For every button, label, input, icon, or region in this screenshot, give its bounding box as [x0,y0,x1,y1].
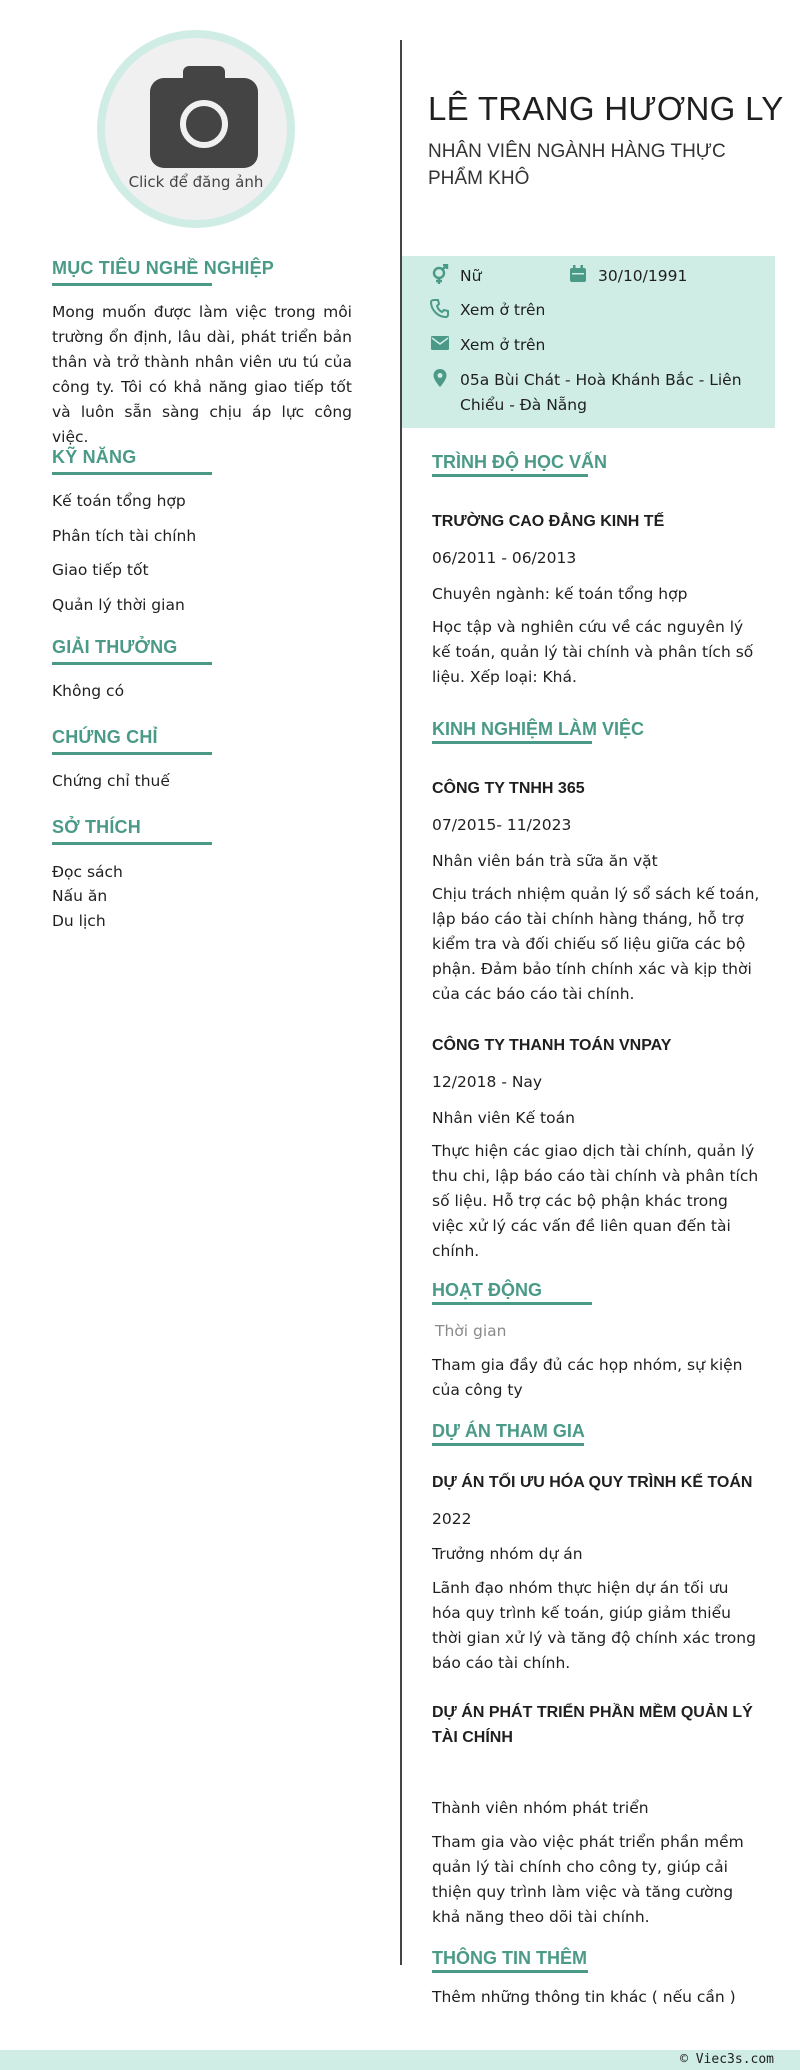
project-year: 2022 [432,1510,472,1528]
additional-heading: THÔNG TIN THÊM [432,1948,587,1968]
experience-underline [432,741,592,744]
education-period: 06/2011 - 06/2013 [432,549,577,567]
skill-item: Kế toán tổng hợp [52,492,186,510]
job-title: NHÂN VIÊN NGÀNH HÀNG THỰC PHẨM KHÔ [428,141,726,189]
projects-heading: DỰ ÁN THAM GIA [432,1421,585,1441]
job-position: Nhân viên Kế toán [432,1109,575,1127]
objective-section [52,258,352,286]
additional-underline [432,1970,588,1973]
education-school: TRƯỜNG CAO ĐẲNG KINH TẾ [432,513,665,530]
footer-credit: © Viec3s.com [680,2052,774,2067]
objective-text: Mong muốn được làm việc trong môi trường ổn định, lâu dài, phát triển bản thân và trở thành nhân viên ưu tú của công ty. Tôi có khả năng giao tiếp tốt và luôn sẵn sàng chịu áp lực công việc. [52,303,352,446]
hobbies-section [52,817,352,845]
project-role: Trưởng nhóm dự án [432,1545,583,1563]
hobbies-heading: SỞ THÍCH [52,817,141,837]
skill-item: Phân tích tài chính [52,527,197,545]
awards-text: Không có [52,682,125,700]
education-heading: TRÌNH ĐỘ HỌC VẤN [432,452,607,472]
gender-value: Nữ [460,267,482,285]
job-period: 07/2015- 11/2023 [432,816,572,834]
activities-underline [432,1302,592,1305]
certificates-section [52,727,352,755]
certificates-underline [52,752,212,755]
awards-section [52,637,352,665]
skill-item: Giao tiếp tốt [52,561,149,579]
candidate-name: LÊ TRANG HƯƠNG LY [428,90,784,127]
camera-lens-icon [180,100,228,148]
skills-section [52,447,352,475]
email-value: Xem ở trên [460,336,546,354]
job-description: Thực hiện các giao dịch tài chính, quản lý thu chi, lập báo cáo tài chính và phân tích số liệu. Hỗ trợ các bộ phận khác trong việc xử lý các vấn đề liên quan đến tài chính. [432,1142,759,1260]
envelope-icon [430,333,450,353]
job-company: CÔNG TY THANH TOÁN VNPAY [432,1037,672,1054]
activities-description: Tham gia đầy đủ các họp nhóm, sự kiện của công ty [432,1356,743,1399]
phone-value: Xem ở trên [460,301,546,319]
hobby-item: Du lịch [52,912,106,930]
birthdate-value: 30/10/1991 [598,267,688,285]
education-description: Học tập và nghiên cứu về các nguyên lý kế toán, quản lý tài chính và phân tích số liệu. Xếp loại: Khá. [432,618,754,686]
job-description: Chịu trách nhiệm quản lý sổ sách kế toán, lập báo cáo tài chính hàng tháng, hỗ trợ kiểm tra và đối chiếu số liệu giữa các bộ phận. Đảm bảo tính chính xác và kịp thời của các báo cáo tài chính. [432,885,760,1003]
activities-heading: HOẠT ĐỘNG [432,1280,542,1300]
avatar-upload-label: Click để đăng ảnh [128,173,264,191]
additional-text: Thêm những thông tin khác ( nếu cần ) [432,1988,736,2006]
project-description: Lãnh đạo nhóm thực hiện dự án tối ưu hóa quy trình kế toán, giúp giảm thiểu thời gian xử lý và tăng độ chính xác trong báo cáo tài chính. [432,1579,756,1672]
education-major: Chuyên ngành: kế toán tổng hợp [432,585,688,603]
experience-heading: KINH NGHIỆM LÀM VIỆC [432,719,645,739]
skills-underline [52,472,212,475]
address-value: 05a Bùi Chát - Hoà Khánh Bắc - Liên Chiểu - Đà Nẵng [460,371,742,414]
skills-heading: KỸ NĂNG [52,447,137,467]
calendar-icon [568,264,588,284]
projects-underline [432,1443,584,1446]
job-position: Nhân viên bán trà sữa ăn vặt [432,852,658,870]
education-underline [432,474,588,477]
project-name: DỰ ÁN TỐI ƯU HÓA QUY TRÌNH KẾ TOÁN [432,1474,753,1491]
location-pin-icon [430,368,450,388]
objective-underline [52,283,212,286]
awards-heading: GIẢI THƯỞNG [52,637,178,657]
awards-underline [52,662,212,665]
phone-icon [430,298,450,318]
objective-heading: MỤC TIÊU NGHỀ NGHIỆP [52,258,275,278]
job-company: CÔNG TY TNHH 365 [432,780,585,797]
activities-time-placeholder[interactable]: Thời gian [435,1322,507,1340]
contact-box [402,256,775,428]
project-description: Tham gia vào việc phát triển phần mềm quản lý tài chính cho công ty, giúp cải thiện quy trình làm việc và tăng cường khả năng theo dõi tài chính. [432,1833,744,1926]
certificates-text: Chứng chỉ thuế [52,772,170,790]
hobby-item: Đọc sách [52,863,123,881]
avatar-upload[interactable] [97,30,295,228]
hobbies-underline [52,842,212,845]
skill-item: Quản lý thời gian [52,596,185,614]
job-period: 12/2018 - Nay [432,1073,543,1091]
project-name: DỰ ÁN PHÁT TRIỂN PHẦN MỀM QUẢN LÝ TÀI CHÍNH [432,1704,753,1746]
project-role: Thành viên nhóm phát triển [432,1799,649,1817]
certificates-heading: CHỨNG CHỈ [52,727,158,747]
gender-icon [430,264,450,284]
hobby-item: Nấu ăn [52,887,108,905]
